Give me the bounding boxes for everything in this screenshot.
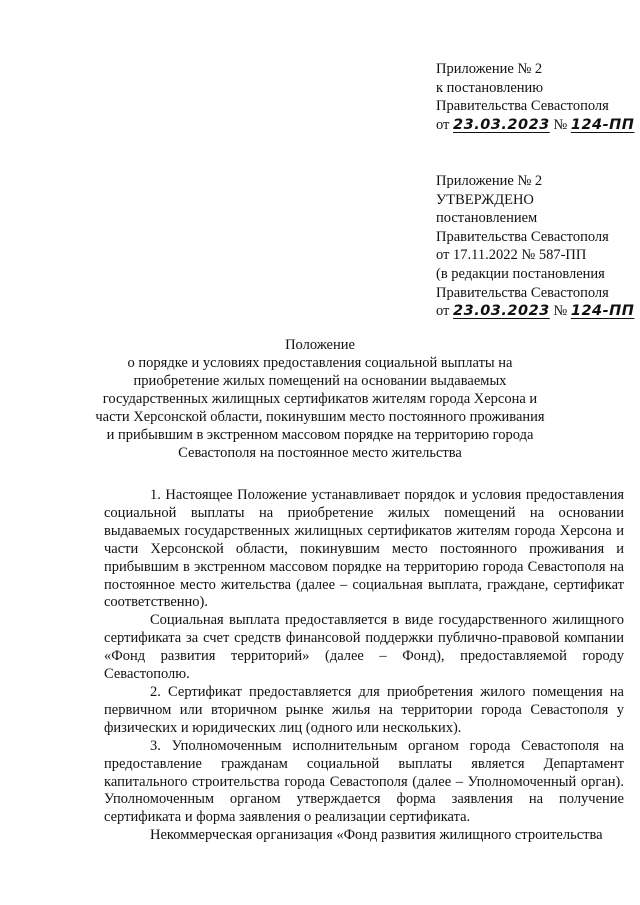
document-title (90, 336, 550, 462)
number-prefix: № (553, 303, 568, 320)
appendix-1-block (436, 60, 636, 134)
appendix-2-line: постановлением (436, 210, 538, 227)
paragraph: Социальная выплата предоставляется в виде государственного жилищного сертификата за счет средств финансовой поддержки публично-правовой компании «Фонд развития территорий» (далее – Фонд), предоставляемой городу Севастополю. (104, 612, 624, 683)
handwritten-date: 23.03.2023 (453, 303, 550, 320)
appendix-2-block (436, 172, 636, 321)
handwritten-date: 23.03.2023 (453, 116, 550, 133)
appendix-2-line: Правительства Севастополя (436, 284, 609, 301)
appendix-2-date-line (436, 302, 636, 321)
appendix-2-line: Приложение № 2 (436, 173, 543, 189)
appendix-2-line: Правительства Севастополя (436, 228, 609, 245)
paragraph: Некоммерческая организация «Фонд развития жилищного строительства (150, 827, 603, 844)
document-body (104, 487, 624, 845)
title-text: о порядке и условиях предоставления социальной выплаты на приобретение жилых помещений на основании выдаваемых государственных жилищных сертификатов жителям города Херсона и части Херсонской области, покинувшим место постоянного проживания и прибывшим в экстренном массовом порядке на территорию города Севастополя на постоянное место жительства (95, 355, 545, 461)
appendix-2-line: (в редакции постановления (436, 265, 605, 282)
paragraph: 1. Настоящее Положение устанавливает порядок и условия предоставления социальной выплаты на приобретение жилых помещений на основании выдаваемых государственных жилищных сертификатов жителям города Херсона и части Херсонской области, покинувшим место постоянного проживания и прибывшим в экстренном массовом порядке на территорию города Севастополя на постоянное место жительства (далее – социальная выплата, граждане, сертификат соответственно). (104, 487, 624, 611)
number-prefix: № (553, 116, 568, 133)
handwritten-number: 124-ПП (570, 116, 635, 133)
paragraph: 2. Сертификат предоставляется для приобретения жилого помещения на первичном или вторичном рынке жилья на территории города Севастополя у физических и юридических лиц (одного или нескольких). (104, 683, 624, 736)
title-heading: Положение (285, 337, 355, 353)
appendix-1-line: Правительства Севастополя (436, 98, 609, 115)
appendix-2-line: от 17.11.2022 № 587-ПП (436, 247, 587, 264)
paragraph: 3. Уполномоченным исполнительным органом города Севастополя на предоставление гражданам социальной выплаты является Департамент капитального строительства города Севастополя (далее – Уполномоченный орган). Уполномоченным органом утверждается форма заявления на получение сертификата и форма заявления о реализации сертификата. (104, 737, 624, 826)
appendix-1-line: к постановлению (436, 79, 544, 96)
appendix-1-date-line (436, 116, 636, 135)
date-prefix: от (436, 303, 450, 320)
handwritten-number: 124-ПП (570, 303, 635, 320)
appendix-1-line: Приложение № 2 (436, 61, 543, 77)
date-prefix: от (436, 116, 450, 133)
approval-stamp-text: УТВЕРЖДЕНО (436, 191, 534, 208)
